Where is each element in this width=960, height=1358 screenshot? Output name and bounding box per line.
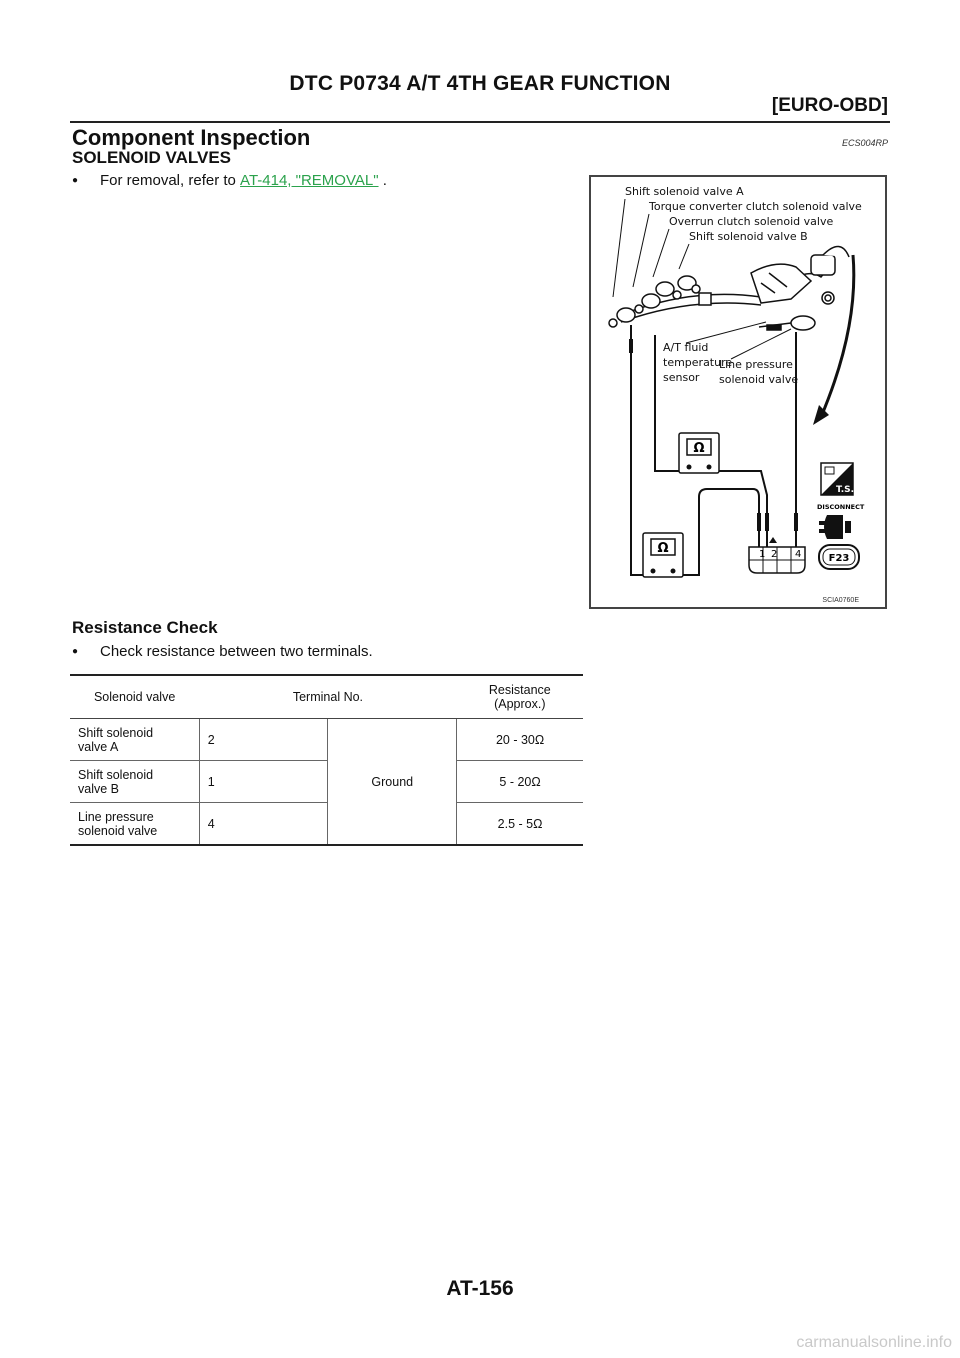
terminal-cell: 2 — [199, 719, 328, 761]
label-shift-solenoid-a: Shift solenoid valve A — [625, 185, 744, 198]
ts-badge — [821, 463, 854, 495]
page-number: AT-156 — [446, 1277, 514, 1300]
page-header-title: DTC P0734 A/T 4TH GEAR FUNCTION — [289, 72, 671, 95]
valve-cell — [70, 761, 199, 803]
resistance-cell: 5 - 20Ω — [457, 761, 583, 803]
connector-id: F23 — [828, 553, 850, 564]
resistance-header-line-1: Resistance — [488, 683, 551, 697]
arrow-head-icon — [813, 405, 829, 425]
ground-cell: Ground — [328, 719, 457, 846]
valve-assembly — [609, 246, 849, 330]
connector-id-badge — [819, 545, 859, 569]
bullet-icon: ● — [72, 646, 79, 657]
ohmmeter-2 — [643, 533, 683, 577]
valve-name-line-1: Shift solenoid — [78, 725, 154, 740]
resistance-cell: 20 - 30Ω — [457, 719, 583, 761]
resistance-table — [70, 674, 583, 846]
ohm-icon: Ω — [657, 541, 669, 556]
table-row — [70, 719, 583, 761]
label-shift-solenoid-b: Shift solenoid valve B — [689, 230, 808, 243]
solenoid-diagram — [591, 177, 885, 607]
label-fluid-2: temperature — [663, 356, 733, 369]
label-line-pressure-1: Line pressure — [719, 358, 793, 371]
bullet-icon: ● — [72, 175, 79, 186]
disconnect-label: DISCONNECT — [817, 503, 865, 511]
ohmmeter-1 — [679, 433, 719, 473]
arrow-lead — [821, 255, 854, 417]
valve-name-line-2: valve A — [78, 739, 119, 754]
label-fluid-1: A/T fluid — [663, 341, 709, 354]
table-row — [70, 803, 583, 846]
removal-text-end: . — [378, 172, 387, 189]
valve-name-line-1: Shift solenoid — [78, 767, 154, 782]
page-header-section: [EURO-OBD] — [771, 95, 888, 116]
resistance-instruction-text: Check resistance between two terminals. — [100, 643, 373, 660]
removal-reference-link[interactable]: AT-414, "REMOVAL" — [240, 172, 379, 189]
section-code: ECS004RP — [841, 138, 888, 148]
section-heading: Component Inspection — [72, 125, 311, 150]
label-line-pressure-2: solenoid valve — [719, 373, 799, 386]
pin-label: 1 — [759, 549, 766, 560]
pin-label: 2 — [771, 549, 778, 560]
removal-instruction — [72, 172, 387, 189]
removal-text: For removal, refer to — [100, 172, 241, 189]
valve-name-line-2: valve B — [78, 781, 119, 796]
watermark: carmanualsonline.info — [796, 1334, 952, 1351]
terminal-cell: 1 — [199, 761, 328, 803]
resistance-heading: Resistance Check — [72, 618, 218, 637]
table-header-row — [70, 675, 583, 719]
figure-code: SCIA0760E — [822, 597, 859, 604]
subsection-heading: SOLENOID VALVES — [72, 148, 232, 167]
disconnect-icon — [819, 515, 851, 539]
resistance-instruction — [72, 643, 373, 660]
valve-name-line-2: solenoid valve — [78, 823, 158, 838]
table-row — [70, 761, 583, 803]
ts-icon: T.S. — [835, 485, 855, 495]
ohm-icon: Ω — [693, 441, 705, 456]
solenoid-wiring-figure — [589, 175, 887, 609]
pin-label: 4 — [795, 549, 802, 560]
column-header-valve: Solenoid valve — [70, 675, 199, 719]
label-overrun-clutch: Overrun clutch solenoid valve — [669, 215, 834, 228]
valve-name-line-1: Line pressure — [78, 809, 154, 824]
label-torque-converter: Torque converter clutch solenoid valve — [649, 200, 862, 213]
header-divider — [70, 121, 890, 123]
valve-cell — [70, 719, 199, 761]
column-header-resistance — [457, 675, 583, 719]
resistance-cell: 2.5 - 5Ω — [457, 803, 583, 846]
valve-cell — [70, 803, 199, 846]
terminal-cell: 4 — [199, 803, 328, 846]
label-fluid-3: sensor — [663, 371, 700, 384]
resistance-header-line-2: (Approx.) — [494, 697, 546, 711]
column-header-terminal: Terminal No. — [199, 675, 456, 719]
